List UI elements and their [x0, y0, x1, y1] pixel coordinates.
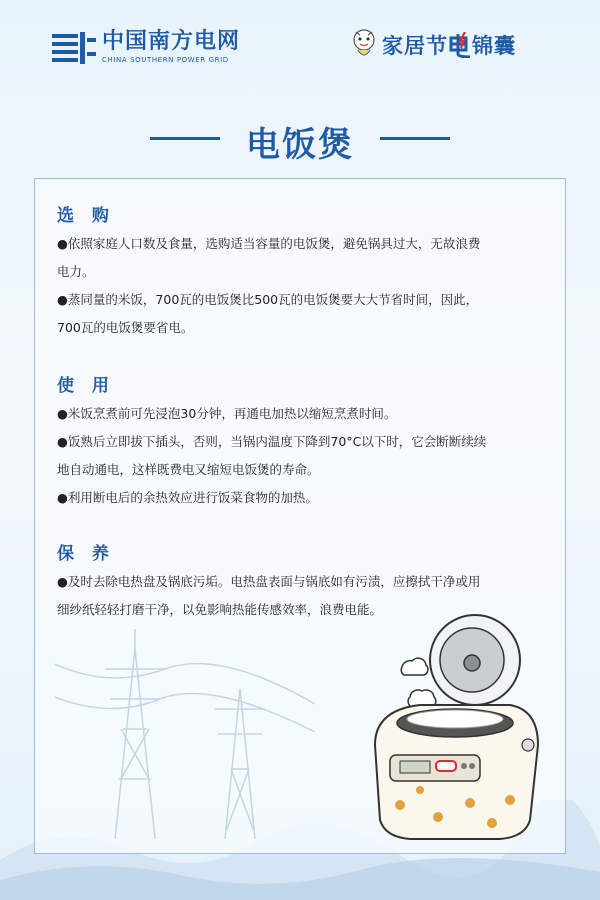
paragraph-line: ●利用断电后的余热效应进行饭菜食物的加热。 — [57, 490, 318, 505]
paragraph-line: ●依照家庭人口数及食量，选购适当容量的电饭煲，避免锅具过大，无故浪费 — [57, 236, 481, 251]
header — [0, 0, 600, 120]
paragraph-line: 电力。 — [57, 264, 95, 279]
campaign-electric-glyph — [448, 32, 472, 58]
brand-name-en: CHINA SOUTHERN POWER GRID — [102, 56, 229, 64]
page-title-block — [0, 115, 600, 165]
campaign-title-part1: 家居节 — [382, 34, 448, 58]
paragraph-line: ●米饭烹煮前可先浸泡30分钟，再通电加热以缩短烹煮时间。 — [57, 406, 397, 421]
power-tower-illustration — [55, 609, 315, 839]
paragraph-line: ●蒸同量的米饭，700瓦的电饭煲比500瓦的电饭煲要大大节省时间，因此， — [57, 292, 479, 307]
electric-char-icon — [448, 32, 472, 58]
paragraph-line: 700瓦的电饭煲要省电。 — [57, 320, 194, 335]
section-heading: 保 养 — [57, 544, 115, 564]
section-purchase — [57, 201, 557, 342]
mascot-icon — [350, 28, 378, 62]
csg-logo — [52, 30, 240, 64]
rice-cooker-illustration — [360, 605, 550, 845]
page-title: 电饭煲 — [246, 125, 354, 165]
campaign-logo — [350, 28, 516, 62]
power-grid-logo-icon — [52, 30, 96, 64]
section-heading: 选 购 — [57, 206, 115, 226]
paragraph-line: ●饭熟后立即拔下插头，否则，当锅内温度下降到70°C以下时，它会断断续续 — [57, 434, 487, 449]
section-usage — [57, 371, 557, 512]
campaign-title-part2: 锦囊 — [472, 34, 516, 58]
brand-name-cn: 中国南方电网 — [102, 29, 241, 54]
paragraph-line: 地自动通电，这样既费电又缩短电饭煲的寿命。 — [57, 462, 320, 477]
section-heading: 使 用 — [57, 376, 115, 396]
paragraph-line: ●及时去除电热盘及锅底污垢。电热盘表面与锅底如有污渍，应擦拭干净或用 — [57, 574, 481, 589]
paragraph-line: 细纱纸轻轻打磨干净，以免影响热能传感效率，浪费电能。 — [57, 602, 383, 617]
